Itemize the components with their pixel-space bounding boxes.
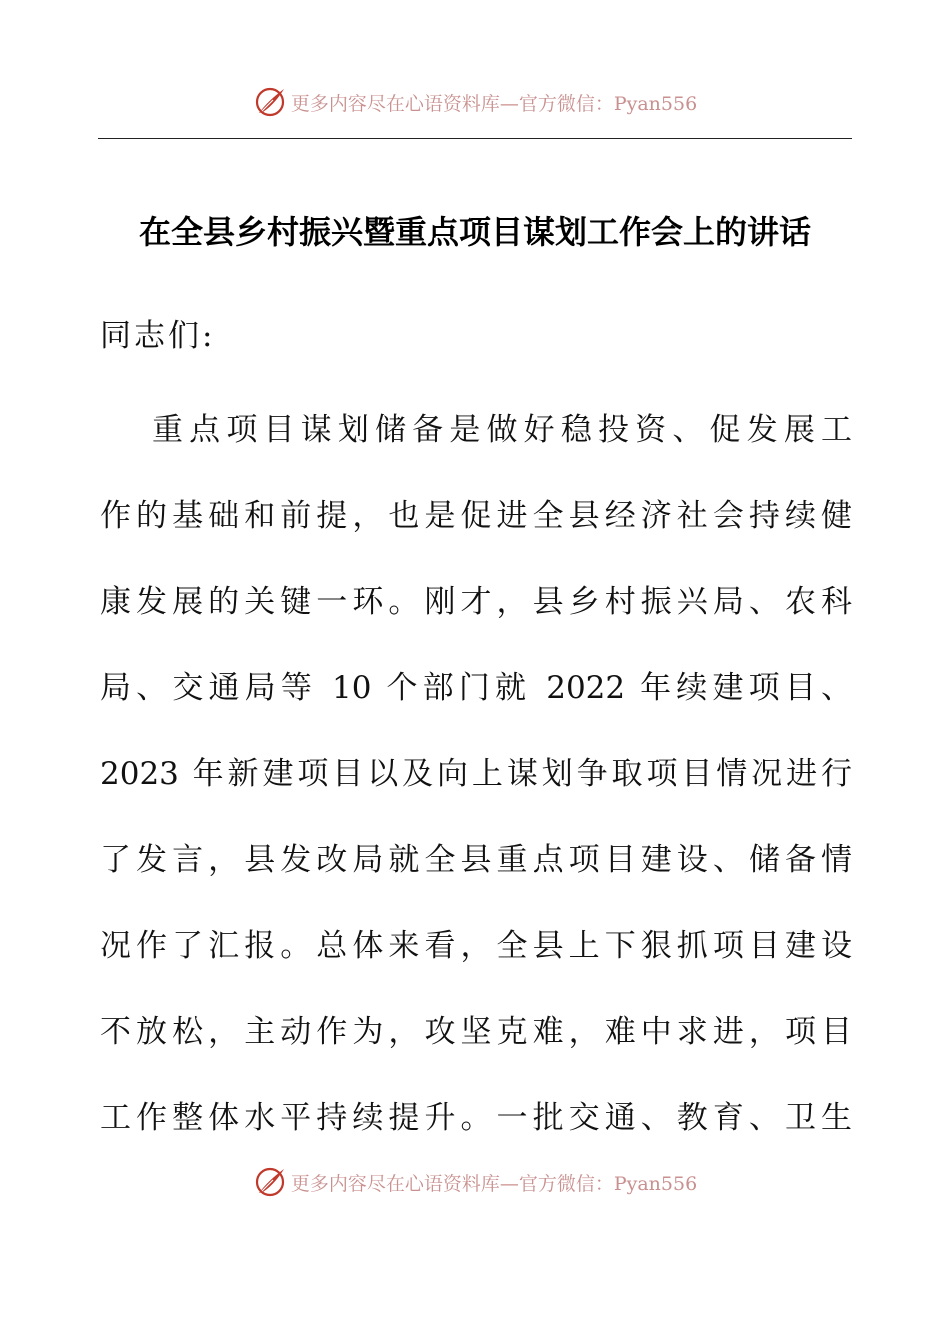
body-line: 了发言，县发改局就全县重点项目建设、储备情 (100, 842, 852, 878)
quill-logo-icon (253, 1165, 287, 1199)
header-divider (98, 138, 852, 139)
body-line: 作的基础和前提，也是促进全县经济社会持续健 (100, 498, 852, 534)
body-line: 不放松，主动作为，攻坚克难，难中求进，项目 (100, 1014, 852, 1050)
header-banner-text: 更多内容尽在心语资料库—官方微信：Pyan556 (290, 92, 698, 115)
body-paragraph (100, 402, 852, 1176)
body-line: 况作了汇报。总体来看，全县上下狠抓项目建设 (100, 928, 852, 964)
salutation: 同志们: (100, 318, 216, 354)
footer-banner-text: 更多内容尽在心语资料库—官方微信：Pyan556 (290, 1172, 698, 1195)
quill-logo-icon (253, 85, 287, 119)
header-banner (0, 82, 950, 122)
document-title: 在全县乡村振兴暨重点项目谋划工作会上的讲话 (138, 213, 811, 251)
body-line: 2023 年新建项目以及向上谋划争取项目情况进行 (100, 756, 852, 792)
body-line: 康发展的关键一环。刚才，县乡村振兴局、农科 (100, 584, 852, 620)
body-line: 重点项目谋划储备是做好稳投资、促发展工 (152, 412, 852, 448)
body-line: 工作整体水平持续提升。一批交通、教育、卫生 (100, 1100, 852, 1136)
body-line: 局、交通局等 10 个部门就 2022 年续建项目、 (100, 670, 852, 706)
footer-banner (0, 1162, 950, 1202)
